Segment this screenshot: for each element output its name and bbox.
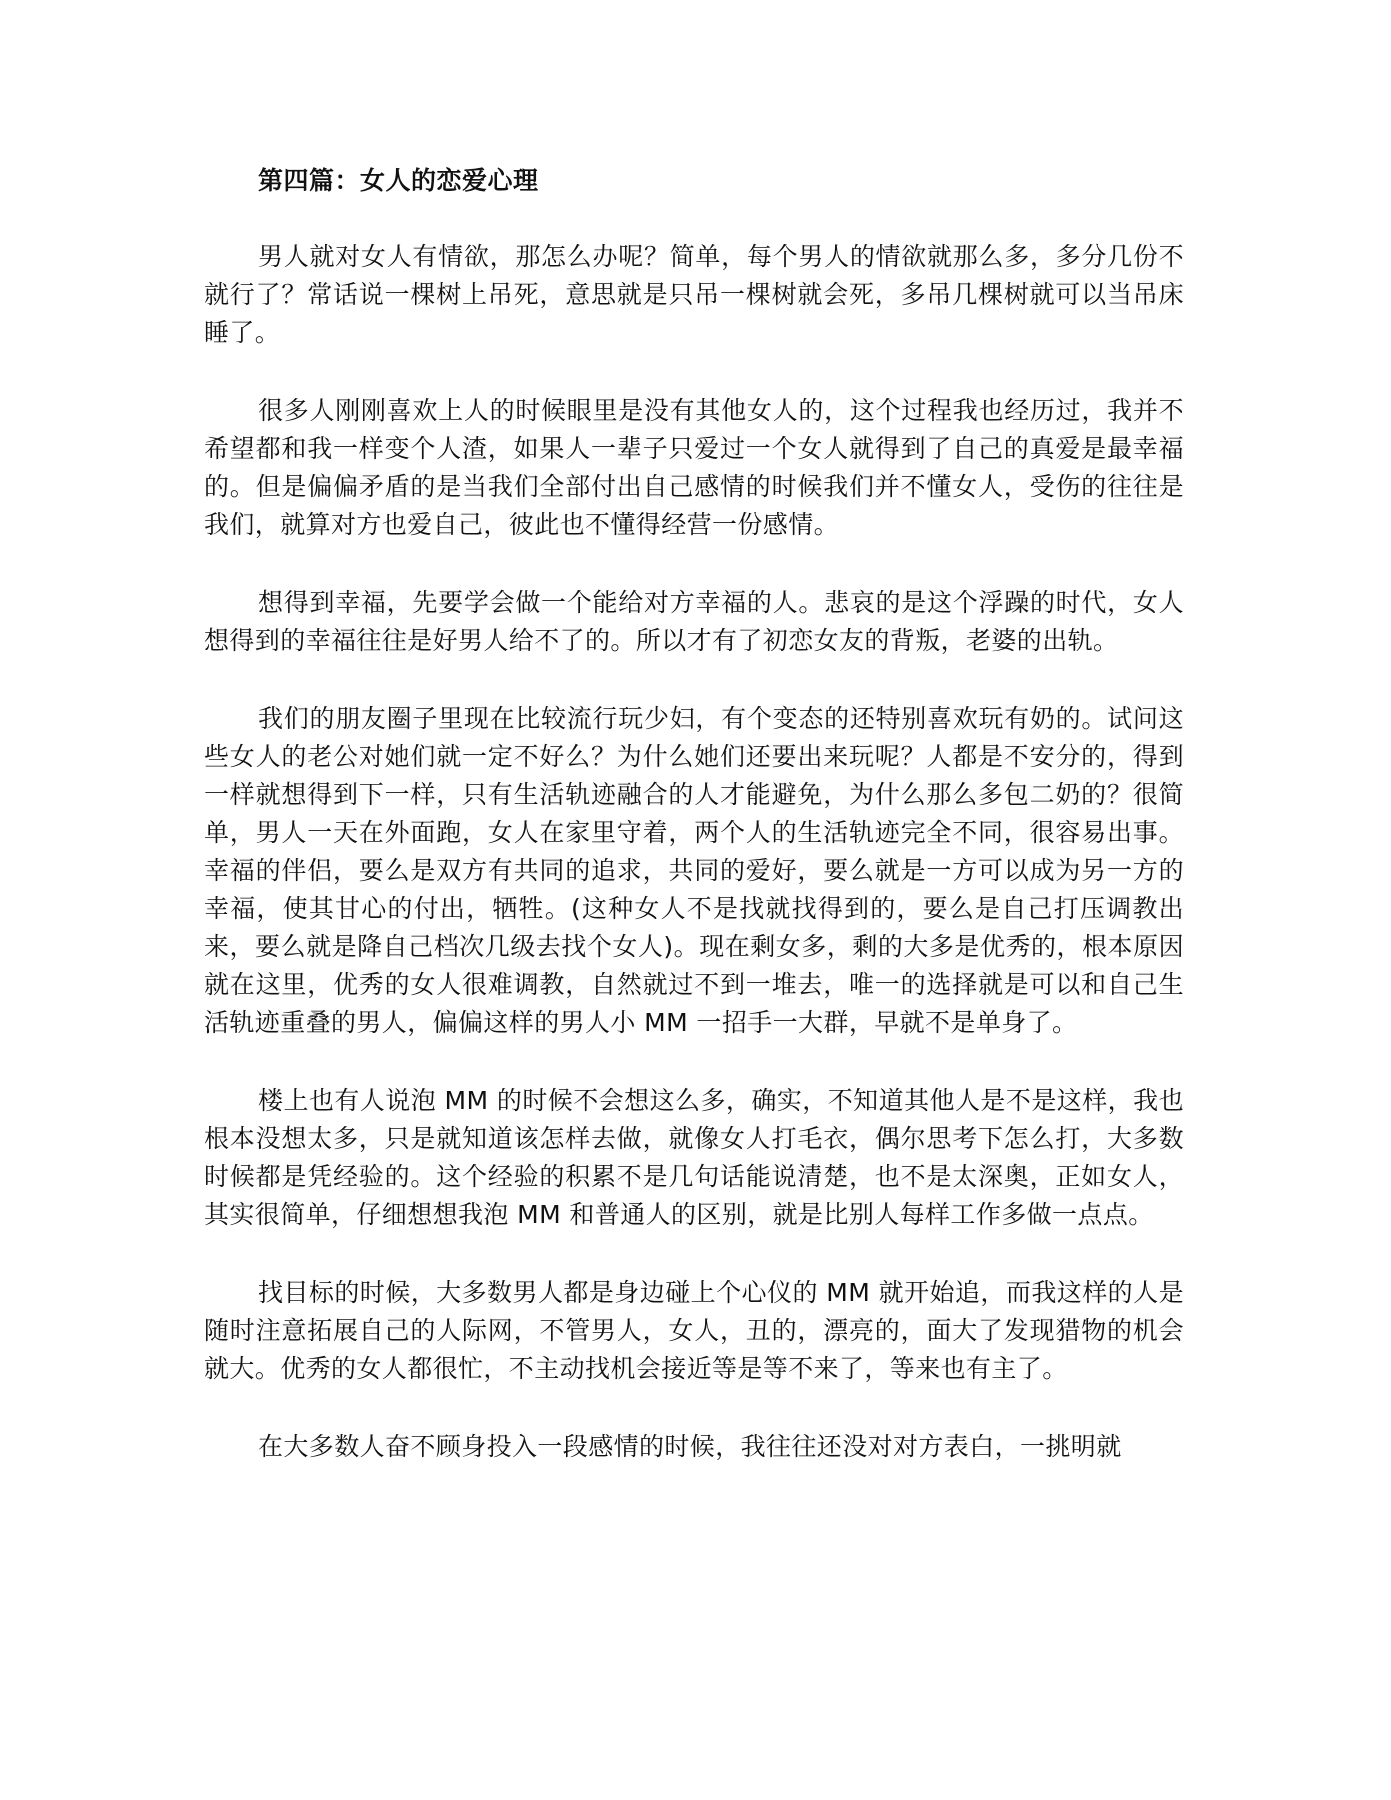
paragraph-2: 很多人刚刚喜欢上人的时候眼里是没有其他女人的，这个过程我也经历过，我并不希望都和我一样变个人渣，如果人一辈子只爱过一个女人就得到了自己的真爱是最幸福的。但是偏偏矛盾的是当我们全部付出自己感情的时候我们并不懂女人，受伤的往往是我们，就算对方也爱自己，彼此也不懂得经营一份感情。: [204, 396, 1184, 539]
paragraph-6: 找目标的时候，大多数男人都是身边碰上个心仪的 MM 就开始追，而我这样的人是随时注意拓展自己的人际网，不管男人，女人，丑的，漂亮的，面大了发现猎物的机会就大。优秀的女人都很忙，不主动找机会接近等是等不来了，等来也有主了。: [204, 1278, 1184, 1383]
paragraph-4: 我们的朋友圈子里现在比较流行玩少妇，有个变态的还特别喜欢玩有奶的。试问这些女人的老公对她们就一定不好么？为什么她们还要出来玩呢？人都是不安分的，得到一样就想得到下一样，只有生活轨迹融合的人才能避免，为什么那么多包二奶的？很简单，男人一天在外面跑，女人在家里守着，两个人的生活轨迹完全不同，很容易出事。幸福的伴侣，要么是双方有共同的追求，共同的爱好，要么就是一方可以成为另一方的幸福，使其甘心的付出，牺牲。(这种女人不是找就找得到的，要么是自己打压调教出来，要么就是降自己档次几级去找个女人)。现在剩女多，剩的大多是优秀的，根本原因就在这里，优秀的女人很难调教，自然就过不到一堆去，唯一的选择就是可以和自己生活轨迹重叠的男人，偏偏这样的男人小 MM 一招手一大群，早就不是单身了。: [204, 704, 1184, 1037]
paragraph-3: 想得到幸福，先要学会做一个能给对方幸福的人。悲哀的是这个浮躁的时代，女人想得到的幸福往往是好男人给不了的。所以才有了初恋女友的背叛，老婆的出轨。: [204, 588, 1184, 655]
chapter-title: 第四篇：女人的恋爱心理: [258, 166, 539, 195]
paragraph-7: 在大多数人奋不顾身投入一段感情的时候，我往往还没对对方表白，一挑明就: [258, 1432, 1122, 1461]
paragraph-5: 楼上也有人说泡 MM 的时候不会想这么多，确实，不知道其他人是不是这样，我也根本没想太多，只是就知道该怎样去做，就像女人打毛衣，偶尔思考下怎么打，大多数时候都是凭经验的。这个经验的积累不是几句话能说清楚，也不是太深奥，正如女人，其实很简单，仔细想想我泡 MM 和普通人的区别，就是比别人每样工作多做一点点。: [204, 1086, 1184, 1229]
paragraph-1: 男人就对女人有情欲，那怎么办呢？简单，每个男人的情欲就那么多，多分几份不就行了？常话说一棵树上吊死，意思就是只吊一棵树就会死，多吊几棵树就可以当吊床睡了。: [204, 242, 1184, 347]
document-body: [204, 162, 1184, 1466]
